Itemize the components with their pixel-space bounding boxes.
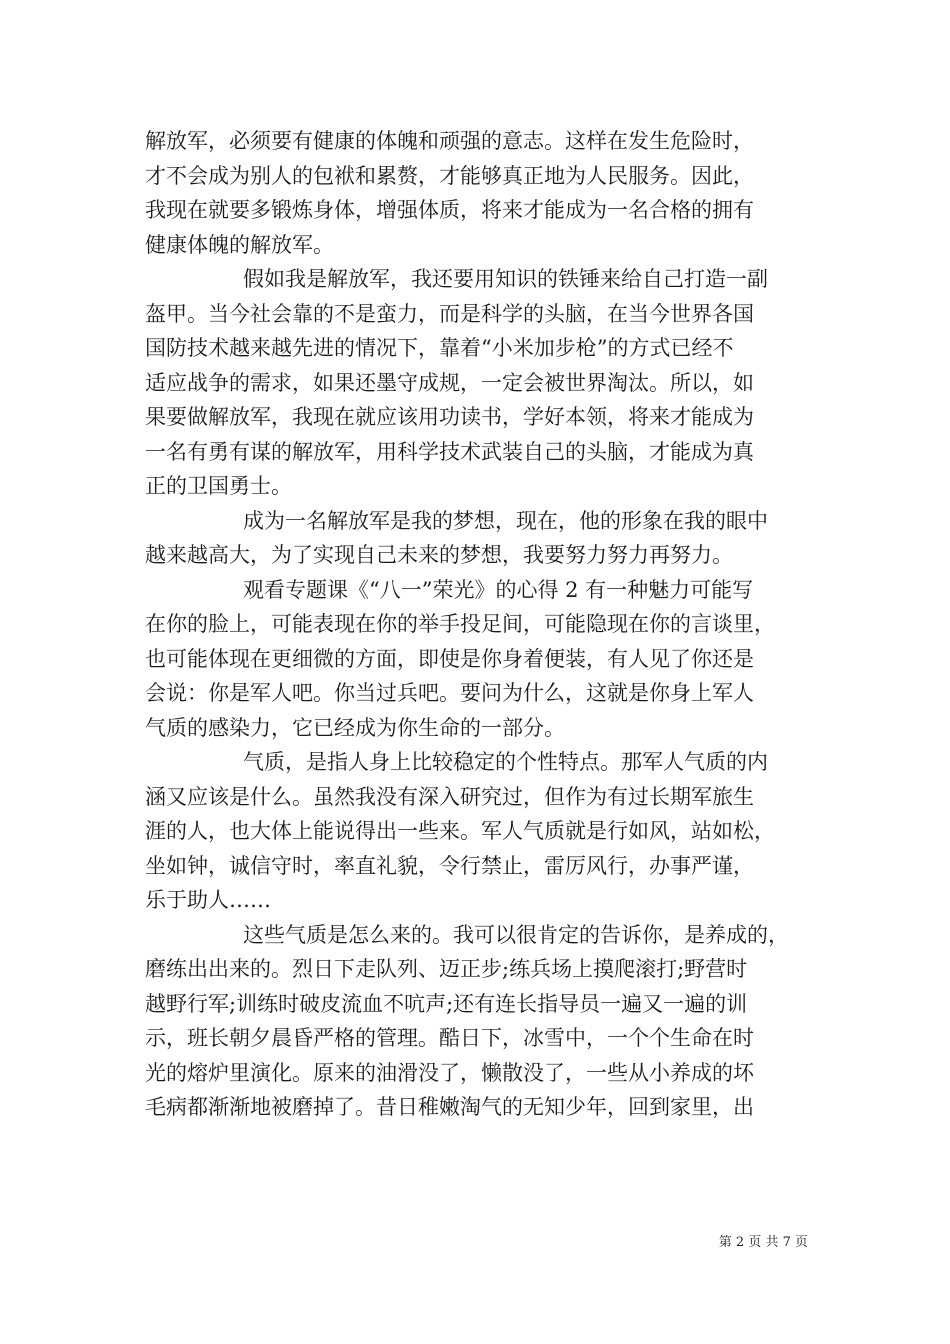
body-text <box>145 124 805 1125</box>
text-line: 适应战争的需求，如果还墨守成规，一定会被世界淘汰。所以，如 <box>145 370 754 395</box>
text-line: 光的熔炉里演化。原来的油滑没了，懒散没了，一些从小养成的坏 <box>145 1060 754 1085</box>
text-line: 观看专题课《“八一”荣光》的心得 2 有一种魅力可能写 <box>243 577 754 602</box>
text-line: 越来越高大，为了实现自己未来的梦想，我要努力努力再努力。 <box>145 543 733 567</box>
text-line: 涵又应该是什么。虽然我没有深入研究过，但作为有过长期军旅生 <box>145 784 754 809</box>
text-line: 涯的人，也大体上能说得出一些来。军人气质就是行如风，站如松， <box>145 819 775 843</box>
text-line: 气质的感染力，它已经成为你生命的一部分。 <box>145 715 565 740</box>
text-line: 盔甲。当今社会靠的不是蛮力，而是科学的头脑，在当今世界各国 <box>145 301 754 326</box>
text-line: 乐于助人…… <box>145 888 271 912</box>
text-line: 才不会成为别人的包袱和累赘，才能够真正地为人民服务。因此， <box>145 163 754 188</box>
text-line: 气质，是指人身上比较稳定的个性特点。那军人气质的内 <box>243 750 768 774</box>
text-line: 越野行军;训练时破皮流血不吭声;还有连长指导员一遍又一遍的训 <box>145 991 748 1016</box>
text-line: 会说：你是军人吧。你当过兵吧。要问为什么，这就是你身上军人 <box>145 681 754 705</box>
text-line: 健康体魄的解放军。 <box>145 232 334 257</box>
text-line: 磨练出出来的。烈日下走队列、迈正步;练兵场上摸爬滚打;野营时 <box>145 957 748 981</box>
text-line: 国防技术越来越先进的情况下，靠着“小米加步枪”的方式已经不 <box>145 336 734 360</box>
text-line: 这些气质是怎么来的。我可以很肯定的告诉你，是养成的， <box>243 922 789 947</box>
text-line: 在你的脸上，可能表现在你的举手投足间，可能隐现在你的言谈里， <box>145 612 775 636</box>
text-line: 我现在就要多锻炼身体，增强体质，将来才能成为一名合格的拥有 <box>145 198 754 222</box>
text-line: 坐如钟，诚信守时，率直礼貌，令行禁止，雷厉风行，办事严谨， <box>145 853 754 878</box>
text-line: 果要做解放军，我现在就应该用功读书，学好本领，将来才能成为 <box>145 405 754 429</box>
text-line: 正的卫国勇士。 <box>145 474 292 498</box>
text-line: 假如我是解放军，我还要用知识的铁锤来给自己打造一副 <box>243 267 768 291</box>
text-line: 一名有勇有谋的解放军，用科学技术武装自己的头脑，才能成为真 <box>145 439 754 464</box>
text-line: 成为一名解放军是我的梦想，现在，他的形象在我的眼中 <box>243 508 768 533</box>
text-line: 示，班长朝夕晨昏严格的管理。酷日下，冰雪中，一个个生命在时 <box>145 1026 754 1050</box>
text-line: 毛病都渐渐地被磨掉了。昔日稚嫩淘气的无知少年，回到家里，出 <box>145 1095 754 1119</box>
text-line: 解放军，必须要有健康的体魄和顽强的意志。这样在发生危险时， <box>145 129 754 153</box>
text-line: 也可能体现在更细微的方面，即使是你身着便装，有人见了你还是 <box>145 646 754 671</box>
page-number: 第 2 页 共 7 页 <box>718 1235 808 1250</box>
